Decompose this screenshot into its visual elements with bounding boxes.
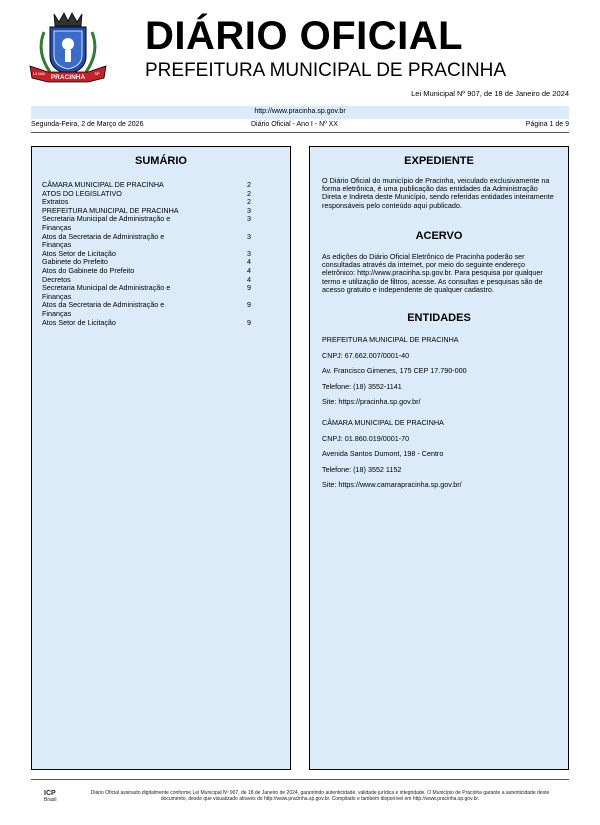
icp-brasil-logo [44, 790, 66, 804]
crest-left-text: 13 MAI [32, 71, 46, 76]
edition-date: Segunda-Feira, 2 de Março de 2026 [31, 121, 144, 128]
toc-item-page: 9 [247, 283, 251, 293]
toc-item-page: 3 [247, 248, 251, 258]
entity-address: Av. Francisco Gimenes, 175 CEP 17.790-000 [322, 366, 467, 375]
sumario-title: SUMÁRIO [135, 155, 187, 167]
toc-item[interactable] [42, 301, 282, 318]
entidades-title: ENTIDADES [407, 312, 471, 324]
toc-item[interactable] [42, 233, 282, 250]
entity-prefeitura [322, 336, 558, 414]
edition-number: Diário Oficial - Ano I - Nº XX [251, 121, 338, 128]
toc-item-label: Extratos [42, 197, 69, 207]
municipal-crest-logo [26, 12, 110, 86]
site-url-link[interactable]: http://www.pracinha.sp.gov.br [254, 108, 346, 115]
page-subtitle: PREFEITURA MUNICIPAL DE PRACINHA [145, 60, 507, 81]
url-band [31, 106, 569, 119]
toc-item[interactable] [42, 267, 282, 276]
expediente-text: O Diário Oficial do município de Pracinha, veiculado exclusivamente na forma eletrônica, é uma publicação das entidades da Administração Direta e Indireta deste Município, sendo referidas entidades inteiramente responsáveis pelo conteúdo aqui publicado. [322, 176, 554, 210]
toc-item-label: ATOS DO LEGISLATIVO [42, 188, 122, 198]
page-title: DIÁRIO OFICIAL [145, 14, 464, 58]
toc-item-label: Atos Setor de Licitação [42, 317, 116, 327]
icp-logo-bottom: Brasil [44, 797, 57, 803]
toc-item-label: Atos da Secretaria de Administração e Finanças [42, 231, 165, 250]
toc-item[interactable] [42, 319, 282, 328]
toc-item-page: 2 [247, 188, 251, 198]
expediente-title: EXPEDIENTE [404, 155, 474, 167]
toc-item[interactable] [42, 190, 282, 199]
toc-item-label: Gabinete do Prefeito [42, 257, 108, 267]
header-divider [31, 132, 569, 133]
toc-item-page: 2 [247, 197, 251, 207]
toc-item-page: 3 [247, 205, 251, 215]
entity-phone: Telefone: (18) 3552-1141 [322, 381, 402, 391]
entity-camara [322, 419, 558, 497]
entity-address: Avenida Santos Dumont, 198 - Centro [322, 449, 444, 458]
toc-item-page: 2 [247, 180, 251, 189]
law-reference: Lei Municipal Nº 907, de 18 de Janeiro de 2024 [411, 89, 569, 98]
toc-item[interactable] [42, 215, 282, 232]
entity-cnpj: CNPJ: 01.860.019/0001-70 [322, 433, 410, 443]
toc-item-label: Atos do Gabinete do Prefeito [42, 265, 135, 275]
table-of-contents [42, 181, 282, 327]
page-indicator: Página 1 de 9 [525, 121, 569, 128]
toc-item-page: 4 [247, 265, 251, 275]
entity-site-link[interactable]: Site: https://www.camarapracinha.sp.gov.br/ [322, 480, 462, 489]
toc-item-label: Atos da Secretaria de Administração e Finanças [42, 300, 165, 318]
acervo-text: As edições do Diário Oficial Eletrônico de Pracinha poderão ser consultadas através da internet, por meio do seguinte endereço eletrônico: http://www.pracinha.sp.gov.br. Para pesquisa por qualquer termo e utilização de filtros, acesse. As consultas e pesquisas são de acesso gratuito e independente de qualquer cadastro. [322, 252, 543, 294]
toc-item-page: 3 [247, 214, 251, 224]
toc-item-label: Secretaria Municipal de Administração e Finanças [42, 214, 171, 232]
sumario-panel [31, 146, 291, 770]
toc-item[interactable] [42, 284, 282, 301]
crest-right-text: SP [94, 71, 100, 76]
toc-item-label: Decretos [42, 274, 71, 284]
acervo-title: ACERVO [415, 230, 463, 242]
entity-phone: Telefone: (18) 3552 1152 [322, 464, 402, 474]
entity-name: PREFEITURA MUNICIPAL DE PRACINHA [322, 335, 459, 344]
crest-banner-text: PRACINHA [50, 74, 86, 81]
toc-item-label: PREFEITURA MUNICIPAL DE PRACINHA [42, 205, 179, 215]
expediente-panel [309, 146, 569, 770]
entity-cnpj: CNPJ: 67.662.007/0001-40 [322, 350, 410, 360]
icp-logo-top: ICP [44, 790, 56, 797]
toc-item-label: Secretaria Municipal de Administração e Finanças [42, 283, 171, 301]
toc-item-page: 9 [247, 300, 251, 310]
toc-item-page: 4 [247, 274, 251, 284]
toc-item-page: 3 [247, 231, 251, 241]
entity-site-link[interactable]: Site: https://pracinha.sp.gov.br/ [322, 397, 421, 406]
footer-legal-text: Diário Oficial assinado digitalmente conforme Lei Municipal Nº 907, de 18 de Janeiro de 2024, garantindo autenticidade, validade jurídica e integridade. O Município de Pracinha garante a autenticidade deste documento, desde que visualizado através do http://www.pracinha.sp.gov.br. Compilado e também disponível em http://www.pracinha.sp.gov.br. [90, 790, 550, 803]
footer-divider [31, 779, 569, 780]
toc-item-label: Atos Setor de Licitação [42, 248, 116, 258]
entity-name: CÂMARA MUNICIPAL DE PRACINHA [322, 418, 444, 427]
edition-info-row [31, 121, 569, 132]
toc-item-page: 4 [247, 257, 251, 267]
toc-item-label: CÂMARA MUNICIPAL DE PRACINHA [42, 180, 164, 189]
toc-item-page: 9 [247, 317, 251, 327]
